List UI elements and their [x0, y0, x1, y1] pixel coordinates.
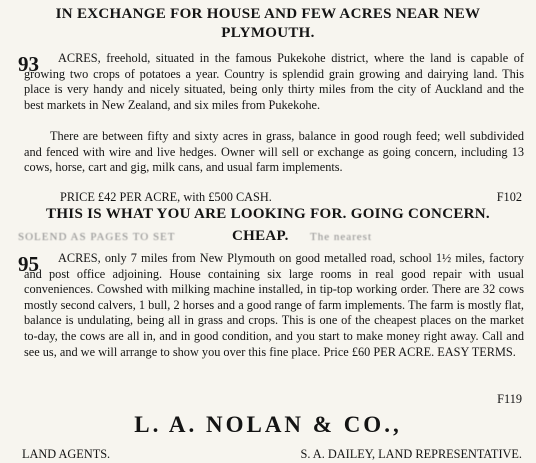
ad2-acreage-number: 95 — [18, 252, 39, 276]
ad2-reference: F119 — [497, 392, 522, 406]
ad1-headline: IN EXCHANGE FOR HOUSE AND FEW ACRES NEAR NEW — [55, 6, 481, 22]
ad1-body-2: There are between fifty and sixty acres in grass, balance in good rough feed; well subdivided and fenced with wire and live hedges. Owner will sell or exchange as going concern, including 13 cows, horse, cart and gig, milk cans, and usual farm implements. — [24, 129, 524, 175]
ad2-smudged-text-left: SOLEND AS PAGES TO SET — [18, 231, 176, 243]
ad2-smudged-text-right: The nearest — [310, 231, 372, 243]
ad1-headline-cont: PLYMOUTH. — [221, 25, 315, 41]
land-representative: S. A. DAILEY, LAND REPRESENTATIVE. — [300, 447, 522, 461]
ad2-body: ACRES, only 7 miles from New Plymouth on good metalled road, school 1½ miles, factory and post office adjoining. House containing six large rooms in real good repair with usual conveniences. Cowshed with milking machine installed, in tip-top working order. There are 32 cows mostly second calvers, 1 bull, 2 horses and a good range of farm implements. The farm is mostly flat, balance is undulating, being all in grass and crops. This is one of the cheapest places on the market to-day, the cows are all in, and in good condition, and you start to make money right away. Call and see us, and we will arrange to show you over this fine place. Price £60 PER ACRE. EASY TERMS. — [24, 251, 524, 359]
ad2-headline-cont: CHEAP. — [232, 228, 289, 244]
ad2-headline: THIS IS WHAT YOU ARE LOOKING FOR. GOING CONCERN. — [46, 206, 490, 222]
agency-name: L. A. NOLAN & CO., — [134, 412, 402, 437]
ad1-body: ACRES, freehold, situated in the famous Pukekohe district, where the land is capable of growing two crops of potatoes a year. Country is splendid grain growing and dairying land. This place is very handy and nicely situated, being only thirty miles from the city of Auckland and the best markets in New Zealand, and six miles from Pukekohe. — [24, 51, 524, 112]
ad1-acreage-number: 93 — [18, 52, 39, 76]
agency-role: LAND AGENTS. — [22, 447, 111, 461]
ad1-price: PRICE £42 PER ACRE, with £500 CASH. — [60, 190, 272, 204]
ad1-reference: F102 — [496, 190, 522, 204]
